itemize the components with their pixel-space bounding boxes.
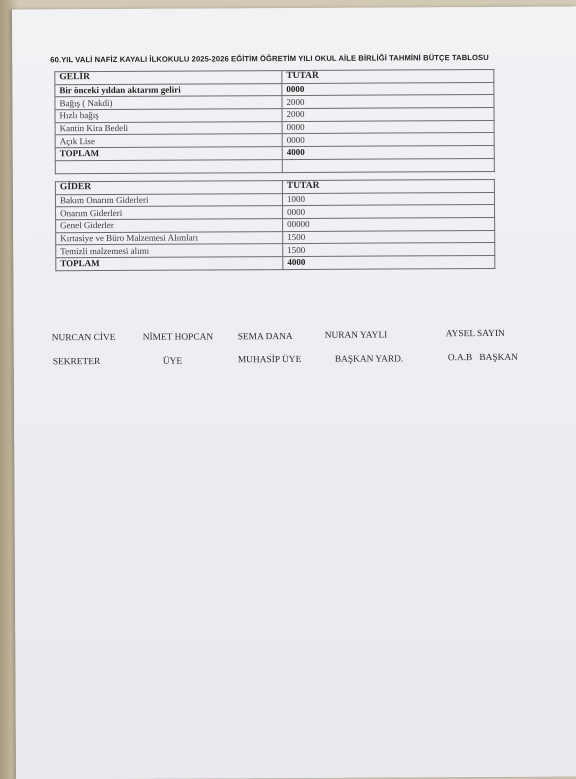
income-row-label: Bağış ( Nakdi) [55, 96, 282, 110]
expense-total-amount: 4000 [283, 256, 495, 270]
signatory-role: BAŞKAN YARD. [334, 354, 404, 365]
signatory-name: NURCAN CİVE [51, 332, 116, 344]
expense-row-label: Kırtasiye ve Büro Malzemesi Alımları [56, 231, 283, 245]
expense-header-amount: TUTAR [282, 179, 494, 193]
expense-row-amount: 1500 [283, 230, 495, 244]
expense-row-label: Onarım Giderleri [56, 206, 283, 220]
income-table [54, 69, 495, 174]
income-total-amount: 4000 [282, 146, 494, 160]
spacer-cell [282, 158, 494, 172]
signatory-role: ÜYE [162, 356, 183, 367]
expense-row-label: Temizli malzemesi alımı [56, 244, 283, 258]
signatory-role: MUHASİP ÜYE [237, 354, 302, 366]
expense-row-amount: 0000 [283, 205, 495, 219]
income-total-label: TOPLAM [55, 147, 282, 161]
income-row-amount: 0000 [282, 82, 494, 96]
expense-header-label: GİDER [55, 181, 282, 195]
income-row-label: Kantin Kira Bedeli [55, 121, 282, 135]
income-row-amount: 2000 [282, 108, 494, 122]
expense-row-amount: 00000 [283, 218, 495, 232]
spacer-row [55, 158, 494, 173]
income-row-label: Açık Lise [55, 134, 282, 148]
expense-table [55, 179, 495, 271]
expense-total-row [56, 256, 495, 271]
expense-row-label: Bakım Onarım Giderleri [55, 193, 282, 207]
signatory-name: NURAN YAYLI [324, 330, 388, 341]
income-row-amount: 0000 [282, 120, 494, 134]
income-row-label: Bir önceki yıldan aktarım geliri [55, 83, 282, 97]
signatory-role: O.A.B BAŞKAN [447, 352, 518, 364]
expense-row-amount: 1000 [282, 192, 494, 206]
expense-row-label: Genel Giderler [56, 219, 283, 233]
expense-row-amount: 1500 [283, 243, 495, 257]
income-row-amount: 0000 [282, 133, 494, 147]
signatory-name: AYSEL SAYIN [445, 328, 505, 340]
expense-total-label: TOPLAM [56, 257, 283, 271]
paper-sheet [12, 7, 576, 779]
income-row-amount: 2000 [282, 95, 494, 109]
document-title: 60.YIL VALİ NAFİZ KAYALI İLKOKULU 2025-2026 EĞİTİM ÖĞRETİM YILI OKUL AİLE BİRLİĞİ TAHMİNİ BÜTÇE TABLOSU [50, 52, 489, 65]
signatory-name: NİMET HOPCAN [142, 332, 214, 343]
income-header-label: GELİR [55, 71, 282, 85]
signatory-name: SEMA DANA [237, 332, 293, 343]
income-header-amount: TUTAR [282, 69, 494, 83]
spacer-cell [55, 159, 282, 173]
income-row-label: Hızlı bağış [55, 109, 282, 123]
signatory-role: SEKRETER [52, 357, 101, 368]
